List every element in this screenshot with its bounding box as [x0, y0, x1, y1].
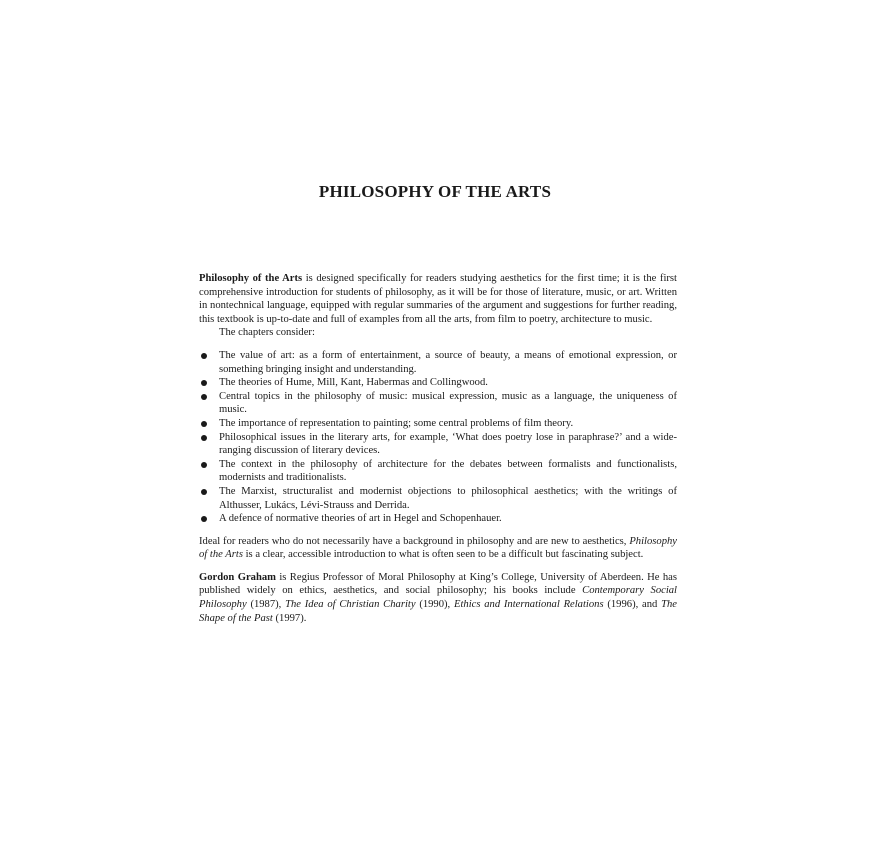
ideal-text-after: is a clear, accessible introduction to what is often seen to be a difficult but fascinating subject.: [242, 549, 644, 561]
ideal-book-title: Philosophy of the Arts: [199, 535, 677, 561]
book-year: (1987),: [246, 599, 286, 611]
chapter-text: Central topics in the philosophy of music: musical expression, music as a language, the uniqueness of music.: [219, 390, 677, 416]
book-title: The Shape of the Past: [199, 599, 677, 624]
chapter-text: A defence of normative theories of art in Hegel and Schopenhauer.: [219, 513, 502, 525]
author-paragraph: [199, 571, 677, 625]
book-year: (1990),: [415, 599, 454, 611]
bullet-icon: [201, 380, 207, 386]
bullet-icon: [201, 394, 207, 400]
book-title: Ethics and International Relations: [453, 599, 604, 611]
bullet-icon: [201, 435, 207, 441]
list-item: [199, 458, 677, 485]
bullet-icon: [201, 462, 207, 468]
intro-paragraph: [199, 272, 677, 326]
list-item: [199, 431, 677, 458]
chapter-text: The Marxist, structuralist and modernist objections to philosophical aesthetics; with the writings of Althusser, Lukács, Lévi-Strauss and Derrida.: [219, 485, 677, 511]
book-year: (1996), and: [603, 599, 662, 611]
list-item: [199, 512, 677, 526]
chapter-text: The value of art: as a form of entertainment, a source of beauty, a means of emotional expression, or something bringing insight and understanding.: [219, 349, 677, 375]
book-year: (1997).: [272, 612, 307, 624]
chapters-list: [199, 349, 677, 526]
book-title: The Idea of Christian Charity: [285, 599, 416, 611]
back-cover-text: [199, 272, 677, 625]
chapter-text: The theories of Hume, Mill, Kant, Habermas and Collingwood.: [219, 377, 488, 389]
list-item: [199, 376, 677, 390]
chapters-lead: The chapters consider:: [219, 327, 315, 339]
ideal-paragraph: [199, 535, 677, 562]
chapter-text: The context in the philosophy of architecture for the debates between formalists and functionalists, modernists and traditionalists.: [219, 458, 677, 484]
bullet-icon: [201, 353, 207, 359]
page-title: PHILOSOPHY OF THE ARTS: [318, 182, 552, 201]
author-bio: is Regius Professor of Moral Philosophy at King’s College, University of Aberdeen. He has published widely on ethics, aesthetics, and social philosophy; his books include: [199, 571, 677, 597]
chapter-text: Philosophical issues in the literary arts, for example, ‘What does poetry lose in paraphrase?’ and a wide-ranging discussion of literary devices.: [219, 431, 677, 457]
book-title: Contemporary Social Philosophy: [199, 585, 677, 611]
ideal-text-before: Ideal for readers who do not necessarily have a background in philosophy and are new to aesthetics,: [199, 535, 630, 547]
chapter-text: The importance of representation to painting; some central problems of film theory.: [219, 417, 574, 429]
list-item: [199, 485, 677, 512]
list-item: [199, 390, 677, 417]
intro-text: is designed specifically for readers studying aesthetics for the first time; it is the first comprehensive introduction for students of philosophy, as it will be for those of literature, music, or art. Written in nontechnical language, equipped with regular summaries of the argument and suggestions for further reading, this textbook is up-to-date and full of examples from all the arts, from film to poetry, architecture to music.: [199, 273, 677, 325]
bullet-icon: [201, 421, 207, 427]
list-item: [199, 349, 677, 376]
bullet-icon: [201, 489, 207, 495]
bullet-icon: [201, 516, 207, 522]
intro-book-title: Philosophy of the Arts: [199, 273, 303, 284]
list-item: [199, 417, 677, 431]
author-name: Gordon Graham: [199, 571, 276, 583]
